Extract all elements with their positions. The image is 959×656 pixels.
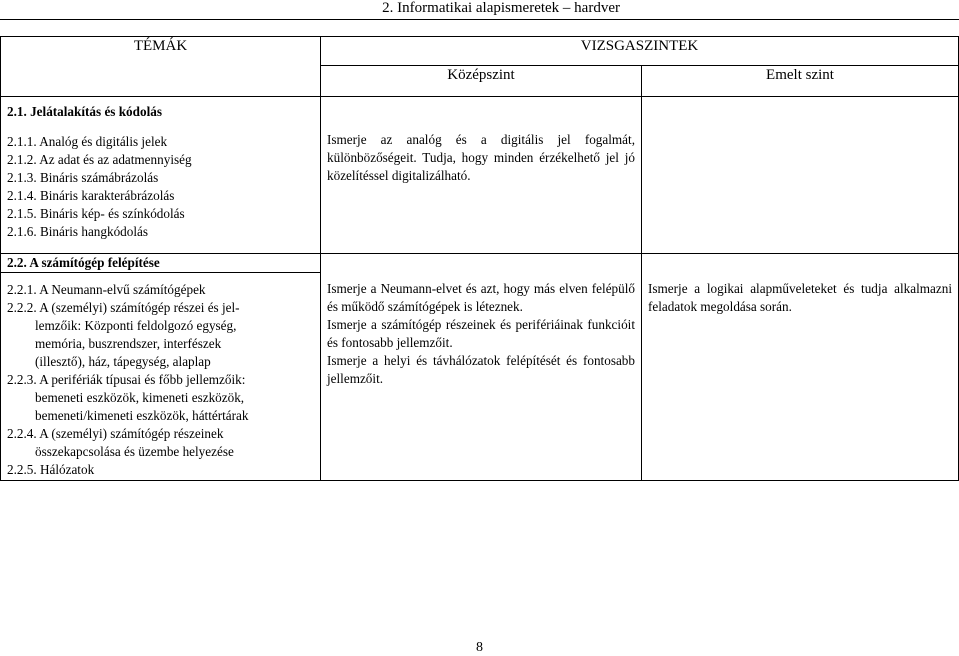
item-continuation: memória, buszrendszer, interfészek bbox=[35, 336, 222, 351]
list-item: 2.1.5. Bináris kép- és színkódolás bbox=[7, 206, 185, 221]
list-item bbox=[7, 425, 314, 443]
kozepszint-cell-2-2 bbox=[321, 254, 642, 481]
topics-cell-2-2 bbox=[1, 254, 321, 481]
requirement-text: Ismerje az analóg és a digitális jel fogalmát, különbözőségeit. Tudja, hogy minden érzékelhető jel jó közelítéssel digitalizálható. bbox=[327, 132, 635, 183]
requirement-text: Ismerje a helyi és távhálózatok felépítését és fontosabb jellemzőit. bbox=[327, 353, 635, 386]
kozepszint-header: Középszint bbox=[321, 66, 642, 97]
item-text: A (személyi) számítógép részeinek bbox=[39, 426, 224, 441]
item-number: 2.2.4. bbox=[7, 426, 37, 441]
emelt-szint-cell-2-1 bbox=[642, 97, 959, 254]
section-title-2-1: 2.1. Jelátalakítás és kódolás bbox=[7, 104, 162, 119]
table-row bbox=[1, 254, 959, 481]
list-item bbox=[7, 281, 314, 299]
list-item: 2.1.4. Bináris karakterábrázolás bbox=[7, 188, 175, 203]
item-number: 2.2.3. bbox=[7, 372, 37, 387]
item-number: 2.2.2. bbox=[7, 300, 37, 315]
emelt-szint-header: Emelt szint bbox=[642, 66, 959, 97]
requirement-text: Ismerje a számítógép részeinek és perifériáinak funkcióit és fontosabb jellemzőit. bbox=[327, 317, 635, 350]
item-text: A (személyi) számítógép részei és jel- bbox=[39, 300, 240, 315]
item-continuation: bemeneti/kimeneti eszközök, háttértárak bbox=[35, 408, 249, 423]
item-number: 2.2.5. bbox=[7, 462, 37, 477]
item-continuation: bemeneti eszközök, kimeneti eszközök, bbox=[35, 390, 245, 405]
item-text: Hálózatok bbox=[39, 462, 95, 477]
item-continuation: (illesztő), ház, tápegység, alaplap bbox=[35, 354, 211, 369]
requirement-text: Ismerje a logikai alapműveleteket és tudja alkalmazni feladatok megoldása során. bbox=[648, 281, 952, 314]
list-item bbox=[7, 461, 314, 479]
item-continuation: összekapcsolása és üzembe helyezése bbox=[35, 444, 234, 459]
item-text: A Neumann-elvű számítógépek bbox=[39, 282, 206, 297]
header-rule bbox=[0, 19, 959, 20]
list-item bbox=[7, 371, 314, 389]
page-number: 8 bbox=[476, 640, 483, 655]
header-title-text: 2. Informatikai alapismeretek – hardver bbox=[382, 0, 620, 16]
emelt-szint-cell-2-2 bbox=[642, 254, 959, 481]
kozepszint-cell-2-1 bbox=[321, 97, 642, 254]
section-title-2-2: 2.2. A számítógép felépítése bbox=[7, 255, 160, 270]
item-continuation: lemzőik: Központi feldolgozó egység, bbox=[35, 318, 237, 333]
vizsgaszintek-header: VIZSGASZINTEK bbox=[321, 37, 959, 66]
list-item: 2.1.6. Bináris hangkódolás bbox=[7, 224, 149, 239]
temak-header: TÉMÁK bbox=[1, 37, 321, 97]
item-number: 2.2.1. bbox=[7, 282, 37, 297]
page-header bbox=[0, 0, 959, 18]
inner-divider bbox=[1, 272, 320, 281]
list-item: 2.1.2. Az adat és az adatmennyiség bbox=[7, 152, 192, 167]
curriculum-table bbox=[0, 36, 959, 481]
requirement-text: Ismerje a Neumann-elvet és azt, hogy más elven felépülő és működő számítógépek is léteznek. bbox=[327, 281, 635, 314]
list-item bbox=[7, 299, 314, 317]
list-item: 2.1.3. Bináris számábrázolás bbox=[7, 170, 159, 185]
list-item: 2.1.1. Analóg és digitális jelek bbox=[7, 134, 168, 149]
item-text: A perifériák típusai és főbb jellemzőik: bbox=[39, 372, 246, 387]
topics-cell-2-1 bbox=[1, 97, 321, 254]
table-row bbox=[1, 97, 959, 254]
